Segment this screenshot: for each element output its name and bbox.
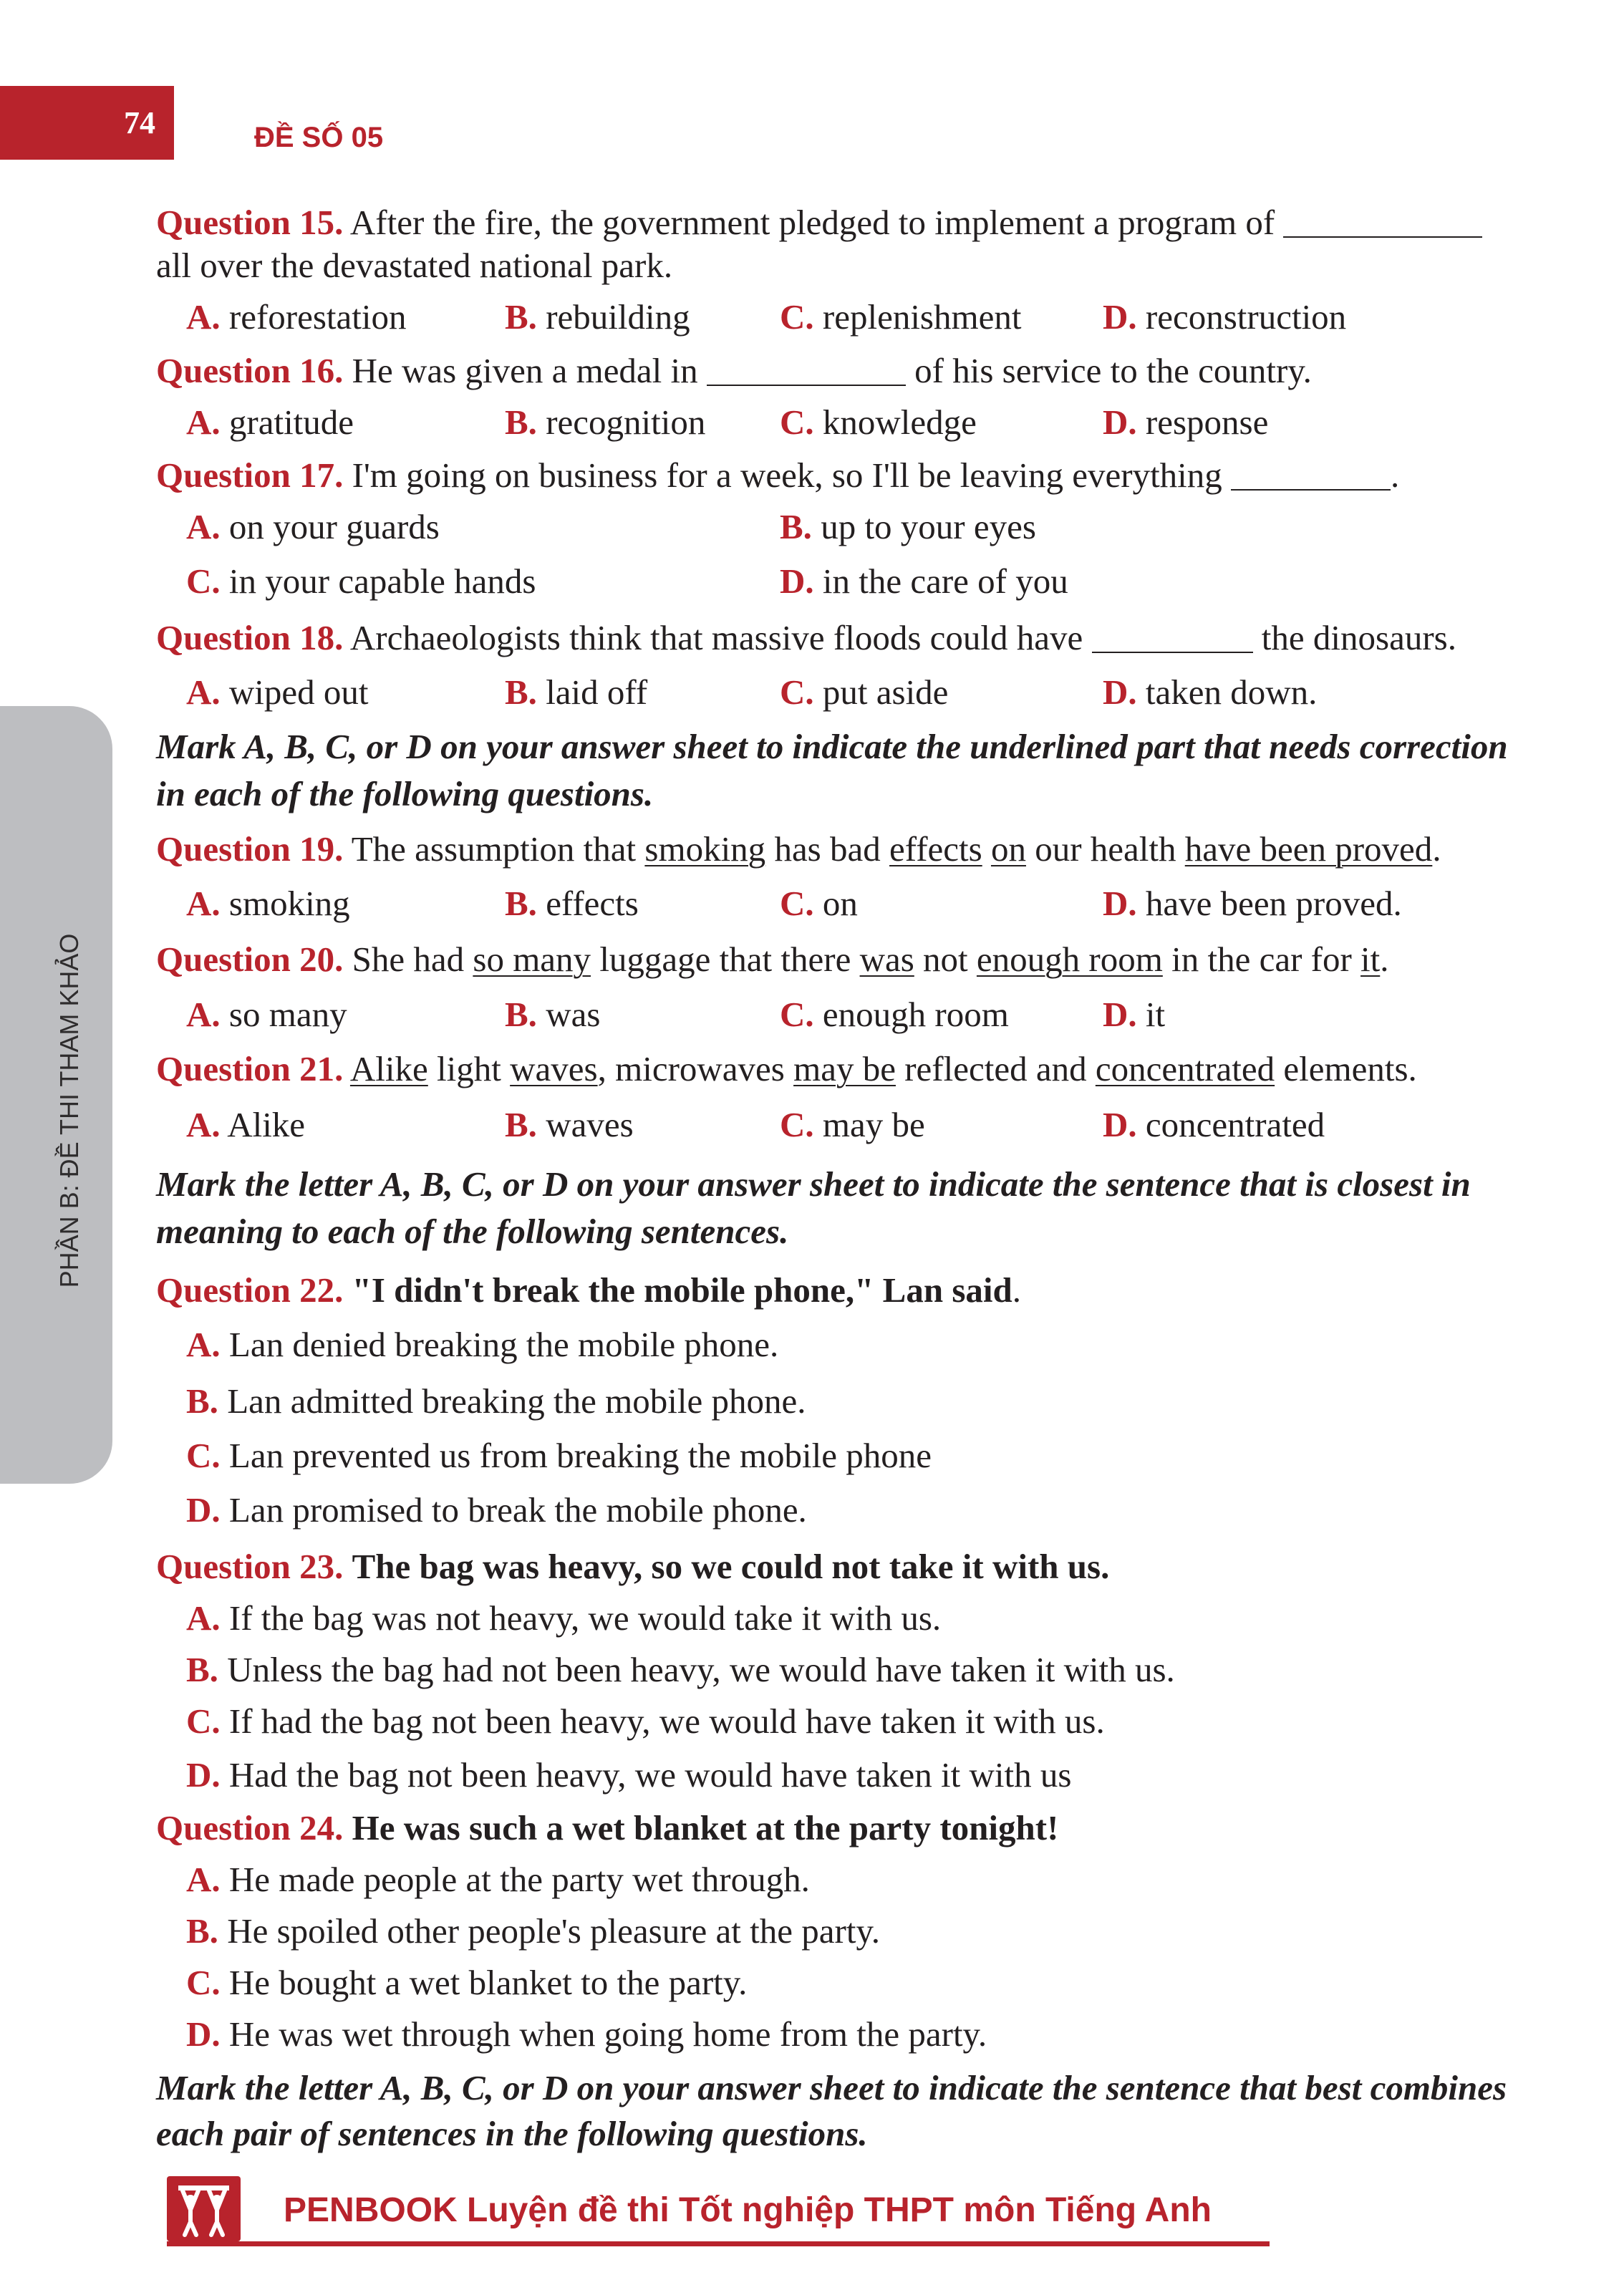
option-d [1103, 671, 1317, 714]
option-text: recognition [546, 402, 706, 442]
option-letter: A. [186, 402, 221, 442]
question-label: Question 21. [156, 1049, 344, 1088]
option-text: He made people at the party wet through. [228, 1860, 810, 1899]
question-19-options [0, 882, 1624, 925]
question-15-stem-continued: all over the devastated national park. [156, 246, 673, 285]
underlined-part-c: may be [793, 1049, 896, 1088]
option-letter: C. [186, 561, 221, 601]
instruction-2-line-1: Mark the letter A, B, C, or D on your answer sheet to indicate the sentence that is closest in [156, 1164, 1471, 1204]
question-text: the dinosaurs. [1261, 618, 1456, 657]
option-letter: B. [505, 297, 537, 337]
option-letter: C. [780, 672, 814, 712]
option-c [780, 671, 948, 714]
instruction-3-line-1: Mark the letter A, B, C, or D on your answer sheet to indicate the sentence that best combines [156, 2068, 1507, 2107]
option-c [186, 1434, 932, 1477]
question-20-stem [156, 938, 1389, 981]
question-17-stem [156, 454, 1399, 497]
option-b [186, 1380, 806, 1423]
option-d [186, 1754, 1071, 1797]
option-a [186, 993, 347, 1036]
option-letter: A. [186, 995, 221, 1034]
option-letter: C. [780, 1105, 814, 1144]
option-text: so many [228, 995, 347, 1034]
option-a [186, 1597, 941, 1640]
underlined-part-c: on [990, 829, 1026, 869]
question-prompt: He was such a wet blanket at the party tonight! [352, 1808, 1059, 1847]
option-text: replenishment [822, 297, 1022, 337]
option-text: up to your eyes [821, 507, 1036, 546]
question-prompt: The bag was heavy, so we could not take it with us. [352, 1547, 1110, 1586]
option-letter: B. [505, 1105, 537, 1144]
question-label: Question 17. [156, 455, 344, 495]
option-b [505, 993, 600, 1036]
option-letter: B. [505, 672, 537, 712]
underlined-part-b: was [859, 940, 914, 979]
question-18-stem [156, 617, 1456, 660]
question-23-stem [156, 1545, 1109, 1588]
option-d [1103, 882, 1402, 925]
option-letter: D. [1103, 1105, 1137, 1144]
option-letter: A. [186, 297, 221, 337]
option-text: He spoiled other people's pleasure at the party. [227, 1911, 881, 1951]
footer-brand: PENBOOK Luyện đề thi Tốt nghiệp THPT môn Tiếng Anh [284, 2191, 1212, 2229]
option-letter: B. [505, 884, 537, 923]
text-segment: . [1432, 829, 1441, 869]
text-segment: . [1380, 940, 1389, 979]
option-d [186, 1489, 807, 1532]
question-text: He was given a medal in [352, 351, 698, 390]
question-15-options [0, 296, 1624, 339]
question-23-option-b-row [0, 1648, 1624, 1691]
option-text: in your capable hands [228, 561, 536, 601]
option-c [780, 401, 977, 444]
option-letter: D. [186, 1755, 221, 1795]
question-label: Question 22. [156, 1270, 344, 1310]
question-text: I'm going on business for a week, so I'll be leaving everything [352, 455, 1222, 495]
option-text: may be [822, 1105, 925, 1144]
question-21-stem [156, 1048, 1417, 1091]
option-letter: D. [780, 561, 814, 601]
question-22-stem [156, 1269, 1021, 1312]
text-segment: not [914, 940, 977, 979]
question-prompt: "I didn't break the mobile phone," Lan said [352, 1270, 1012, 1310]
option-text: knowledge [822, 402, 977, 442]
instruction-1-line-1: Mark A, B, C, or D on your answer sheet to indicate the underlined part that needs correction [156, 727, 1508, 766]
question-16-options [0, 401, 1624, 444]
option-text: If the bag was not heavy, we would take it with us. [228, 1598, 942, 1638]
option-letter: B. [505, 402, 537, 442]
option-text: gratitude [228, 402, 354, 442]
option-a [186, 882, 350, 925]
question-label: Question 23. [156, 1547, 344, 1586]
instruction-1-line-2: in each of the following questions. [156, 774, 654, 813]
option-text: put aside [822, 672, 949, 712]
text-segment: The assumption that [351, 829, 645, 869]
answer-blank [1283, 208, 1482, 238]
option-text: in the care of you [822, 561, 1068, 601]
question-22-option-b-row [0, 1380, 1624, 1423]
penbook-logo [167, 2176, 241, 2241]
option-d [1103, 993, 1165, 1036]
underlined-part-d: concentrated [1095, 1049, 1275, 1088]
answer-blank [1231, 460, 1391, 491]
option-letter: C. [186, 1963, 221, 2002]
question-18-options [0, 671, 1624, 714]
option-a [186, 1323, 778, 1366]
text-segment: elements. [1275, 1049, 1417, 1088]
option-text: laid off [546, 672, 648, 712]
instruction-3-line-2: each pair of sentences in the following questions. [156, 2114, 868, 2153]
option-c [780, 296, 1021, 339]
question-text [350, 1049, 1417, 1088]
option-text: rebuilding [546, 297, 690, 337]
option-text: reforestation [228, 297, 407, 337]
option-text: effects [546, 884, 639, 923]
option-letter: A. [186, 1325, 221, 1364]
option-c [780, 993, 1009, 1036]
option-b [780, 506, 1036, 549]
question-23-option-c-row [0, 1700, 1624, 1743]
option-c [186, 1961, 747, 2004]
option-a [186, 506, 440, 549]
text-segment: reflected and [895, 1049, 1096, 1088]
option-text: response [1145, 402, 1269, 442]
footer-rule [167, 2241, 1270, 2246]
option-letter: D. [186, 2014, 221, 2054]
option-b [505, 882, 639, 925]
option-letter: B. [505, 995, 537, 1034]
question-label: Question 20. [156, 940, 344, 979]
question-17-options-row-1 [0, 506, 1624, 549]
option-letter: D. [1103, 402, 1137, 442]
option-letter: A. [186, 1860, 221, 1899]
question-text: Archaeologists think that massive floods could have [349, 618, 1083, 657]
option-text: Unless the bag had not been heavy, we would have taken it with us. [227, 1650, 1175, 1689]
question-21-options [0, 1103, 1624, 1146]
question-label: Question 19. [156, 829, 344, 869]
option-d [1103, 296, 1346, 339]
question-label: Question 15. [156, 203, 344, 242]
text-segment: , microwaves [597, 1049, 794, 1088]
question-20-options [0, 993, 1624, 1036]
option-letter: B. [186, 1381, 218, 1421]
option-letter: D. [1103, 672, 1137, 712]
option-c [780, 1103, 925, 1146]
question-text [352, 829, 1441, 869]
question-24-option-c-row [0, 1961, 1624, 2004]
option-letter: A. [186, 1105, 221, 1144]
option-b [505, 296, 690, 339]
option-letter: C. [186, 1701, 221, 1741]
option-text: He was wet through when going home from the party. [228, 2014, 987, 2054]
option-d [1103, 401, 1268, 444]
text-segment: in the car for [1162, 940, 1361, 979]
page-number: 74 [124, 105, 155, 140]
underlined-part-d: it [1360, 940, 1381, 979]
instruction-2-line-2: meaning to each of the following sentences. [156, 1212, 789, 1251]
option-letter: A. [186, 672, 221, 712]
option-text: enough room [822, 995, 1009, 1034]
question-16-stem [156, 349, 1312, 392]
question-prompt-end: . [1012, 1270, 1021, 1310]
option-text: If had the bag not been heavy, we would have taken it with us. [228, 1701, 1105, 1741]
option-letter: C. [780, 402, 814, 442]
text-segment: our health [1025, 829, 1185, 869]
question-23-option-a-row [0, 1597, 1624, 1640]
answer-blank [707, 356, 906, 386]
question-text [352, 940, 1389, 979]
option-d [1103, 1103, 1325, 1146]
answer-blank [1092, 623, 1253, 653]
option-b [505, 671, 647, 714]
question-22-option-c-row [0, 1434, 1624, 1477]
underlined-part-c: enough room [976, 940, 1163, 979]
option-text: have been proved. [1145, 884, 1402, 923]
option-d [780, 560, 1068, 603]
option-letter: A. [186, 884, 221, 923]
option-text: concentrated [1145, 1105, 1325, 1144]
underlined-part-a: so many [473, 940, 591, 979]
option-b [505, 401, 705, 444]
option-a [186, 671, 369, 714]
option-c [780, 882, 858, 925]
underlined-part-b: effects [889, 829, 982, 869]
option-text: was [546, 995, 601, 1034]
option-letter: C. [780, 995, 814, 1034]
option-d [186, 2013, 987, 2056]
option-text: smoking [228, 884, 350, 923]
underlined-part-b: waves [510, 1049, 598, 1088]
option-letter: D. [1103, 884, 1137, 923]
underlined-part-d: have been proved [1184, 829, 1433, 869]
option-b [186, 1910, 880, 1953]
side-tab-label: PHẦN B: ĐỀ THI THAM KHẢO [54, 933, 84, 1288]
option-letter: A. [186, 1598, 221, 1638]
option-c [186, 560, 536, 603]
page-number-block [0, 86, 174, 160]
option-text: He bought a wet blanket to the party. [228, 1963, 748, 2002]
question-label: Question 16. [156, 351, 344, 390]
option-b [186, 1648, 1175, 1691]
option-a [186, 401, 354, 444]
option-text: Alike [227, 1105, 306, 1144]
option-a [186, 1858, 810, 1901]
question-17-options-row-2 [0, 560, 1624, 603]
exam-title: ĐỀ SỐ 05 [254, 122, 384, 153]
option-letter: B. [186, 1911, 218, 1951]
option-text: reconstruction [1145, 297, 1347, 337]
option-a [186, 296, 407, 339]
question-22-option-a-row [0, 1323, 1624, 1366]
option-letter: B. [780, 507, 812, 546]
option-text: Had the bag not been heavy, we would have taken it with us [228, 1755, 1072, 1795]
option-text: on your guards [228, 507, 440, 546]
option-letter: C. [780, 884, 814, 923]
question-22-option-d-row [0, 1489, 1624, 1532]
text-segment: luggage that there [591, 940, 860, 979]
question-24-option-d-row [0, 2013, 1624, 2056]
question-text: After the fire, the government pledged to implement a program of [349, 203, 1275, 242]
question-24-option-b-row [0, 1910, 1624, 1953]
question-24-option-a-row [0, 1858, 1624, 1901]
underlined-part-a: smoking [644, 829, 766, 869]
text-segment: light [427, 1049, 511, 1088]
question-23-option-d-row [0, 1754, 1624, 1797]
option-a [186, 1103, 305, 1146]
option-letter: D. [186, 1490, 221, 1530]
underlined-part-a: Alike [349, 1049, 428, 1088]
option-letter: C. [186, 1436, 221, 1475]
text-segment: has bad [765, 829, 890, 869]
text-segment [982, 829, 991, 869]
side-tab [0, 706, 112, 1484]
option-letter: D. [1103, 297, 1137, 337]
question-text: . [1391, 455, 1400, 495]
option-c [186, 1700, 1105, 1743]
option-text: it [1145, 995, 1166, 1034]
option-letter: A. [186, 507, 221, 546]
option-text: Lan prevented us from breaking the mobile phone [228, 1436, 932, 1475]
question-label: Question 18. [156, 618, 344, 657]
text-segment: She had [352, 940, 473, 979]
question-24-stem [156, 1807, 1058, 1850]
option-text: waves [546, 1105, 634, 1144]
question-label: Question 24. [156, 1808, 344, 1847]
option-text: Lan admitted breaking the mobile phone. [227, 1381, 806, 1421]
option-text: Lan promised to break the mobile phone. [228, 1490, 807, 1530]
option-text: on [822, 884, 858, 923]
question-19-stem [156, 828, 1441, 871]
option-text: wiped out [228, 672, 369, 712]
question-text: of his service to the country. [914, 351, 1312, 390]
option-b [505, 1103, 634, 1146]
option-letter: D. [1103, 995, 1137, 1034]
option-letter: C. [780, 297, 814, 337]
option-text: taken down. [1145, 672, 1318, 712]
question-15-stem [156, 201, 1482, 244]
option-text: Lan denied breaking the mobile phone. [228, 1325, 779, 1364]
option-letter: B. [186, 1650, 218, 1689]
